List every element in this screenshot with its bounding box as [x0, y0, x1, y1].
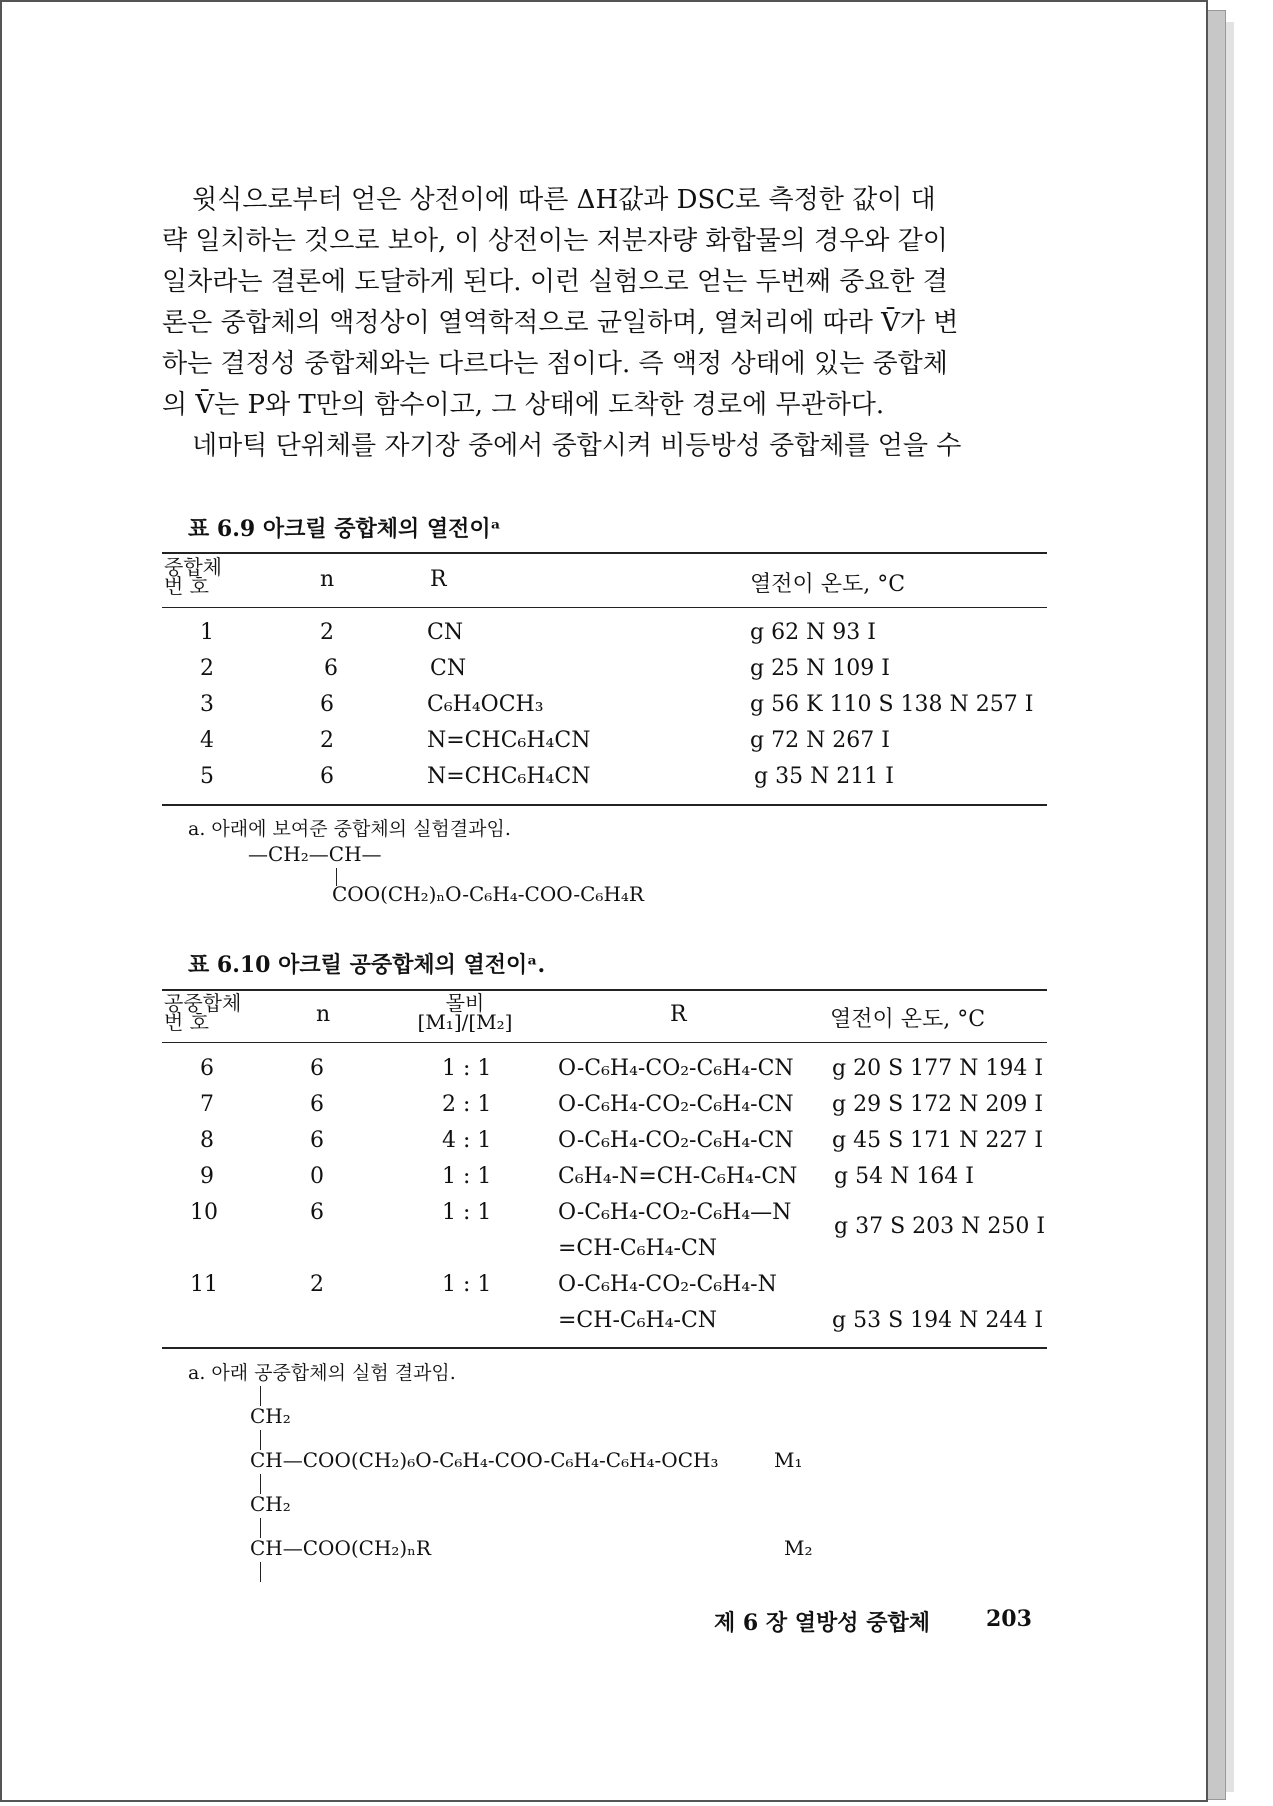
- cell-number: 4: [200, 728, 214, 753]
- table-6-10-caption: 표 6.10 아크릴 공중합체의 열전이ᵃ.: [188, 952, 546, 978]
- table-6-9-header-n: n: [320, 567, 335, 592]
- cell-number: 5: [200, 764, 214, 789]
- page-edge-highlight: [1226, 22, 1234, 1792]
- cell-r: C₆H₄OCH₃: [427, 692, 544, 717]
- cell-ratio: 1 : 1: [442, 1200, 492, 1225]
- paragraph-line: 일차라는 결론에 도달하게 된다. 이런 실험으로 얻는 두번째 중요한 결: [162, 267, 948, 297]
- cell-n: 6: [310, 1128, 324, 1153]
- table-6-10-footnote: a. 아래 공중합체의 실험 결과임.: [188, 1362, 456, 1384]
- cell-n: 6: [324, 656, 338, 681]
- cell-r: N=CHC₆H₄CN: [427, 764, 591, 789]
- cell-transition: g 56 K 110 S 138 N 257 I: [750, 692, 1034, 717]
- formula-bond: [260, 1518, 261, 1538]
- table-6-10-header-number: 공중합체 번 호: [164, 991, 242, 1034]
- cell-r-continued: =CH-C₆H₄-CN: [558, 1236, 718, 1261]
- table-6-9-caption: 표 6.9 아크릴 중합체의 열전이ᵃ: [188, 516, 501, 542]
- table-6-9-footnote: a. 아래에 보여준 중합체의 실험결과임.: [188, 818, 511, 840]
- table-6-10-header-n: n: [316, 1002, 331, 1027]
- table-6-9-top-rule: [162, 552, 1047, 554]
- cell-n: 6: [310, 1056, 324, 1081]
- cell-number: 7: [200, 1092, 214, 1117]
- table-6-10-header-ratio: 몰비 [M₁]/[M₂]: [417, 991, 513, 1034]
- cell-r-continued: =CH-C₆H₄-CN: [558, 1308, 718, 1333]
- cell-ratio: 4 : 1: [442, 1128, 492, 1153]
- body-paragraph: [162, 180, 1042, 467]
- cell-n: 6: [310, 1092, 324, 1117]
- cell-r: C₆H₄-N=CH-C₆H₄-CN: [558, 1164, 798, 1189]
- cell-n: 6: [320, 764, 334, 789]
- cell-ratio: 2 : 1: [442, 1092, 492, 1117]
- formula-bond: [260, 1474, 261, 1494]
- cell-n: 2: [310, 1272, 324, 1297]
- page-edge-shadow: [1206, 10, 1226, 1800]
- table-6-9-formula-backbone: —CH₂—CH—: [248, 842, 382, 866]
- cell-number: 2: [200, 656, 214, 681]
- cell-r: O-C₆H₄-CO₂-C₆H₄-N: [558, 1272, 777, 1297]
- table-6-9-header-rule: [162, 607, 1047, 608]
- cell-transition: g 45 S 171 N 227 I: [832, 1128, 1044, 1153]
- table-6-9-bottom-rule: [162, 804, 1047, 806]
- cell-transition: g 54 N 164 I: [834, 1164, 974, 1189]
- cell-number: 1: [200, 620, 214, 645]
- table-6-10-top-rule: [162, 989, 1047, 991]
- table-6-9-header-number: 중합체 번 호: [164, 555, 222, 598]
- cell-ratio: 1 : 1: [442, 1056, 492, 1081]
- cell-transition: g 62 N 93 I: [750, 620, 876, 645]
- table-6-10-header-transition: 열전이 온도, °C: [830, 1007, 986, 1032]
- cell-transition: g 20 S 177 N 194 I: [832, 1056, 1044, 1081]
- paragraph-line: 윗식으로부터 얻은 상전이에 따른 ΔH값과 DSC로 측정한 값이 대: [192, 185, 936, 215]
- cell-r: O-C₆H₄-CO₂-C₆H₄-CN: [558, 1056, 794, 1081]
- cell-transition: g 29 S 172 N 209 I: [832, 1092, 1044, 1117]
- paragraph-line: 하는 결정성 중합체와는 다르다는 점이다. 즉 액정 상태에 있는 중합체: [162, 349, 948, 379]
- table-6-10-bottom-rule: [162, 1347, 1047, 1349]
- formula-ch2: CH₂: [250, 1492, 291, 1516]
- cell-r: N=CHC₆H₄CN: [427, 728, 591, 753]
- cell-transition: g 72 N 267 I: [750, 728, 890, 753]
- running-footer-chapter: 제 6 장 열방성 중합체: [714, 1610, 930, 1636]
- cell-n: 2: [320, 620, 334, 645]
- formula-m1-unit: CH—COO(CH₂)₆O-C₆H₄-COO-C₆H₄-C₆H₄-OCH₃: [250, 1448, 719, 1472]
- cell-ratio: 1 : 1: [442, 1272, 492, 1297]
- formula-bond: [260, 1430, 261, 1450]
- cell-number: 8: [200, 1128, 214, 1153]
- cell-r: CN: [430, 656, 467, 681]
- cell-number: 10: [190, 1200, 218, 1225]
- paragraph-line: 의 V̄는 P와 T만의 함수이고, 그 상태에 도착한 경로에 무관하다.: [162, 390, 885, 420]
- cell-r: CN: [427, 620, 464, 645]
- formula-bond: [260, 1562, 261, 1582]
- cell-r: O-C₆H₄-CO₂-C₆H₄-CN: [558, 1128, 794, 1153]
- formula-ch2: CH₂: [250, 1404, 291, 1428]
- cell-n: 0: [310, 1164, 324, 1189]
- cell-number: 6: [200, 1056, 214, 1081]
- page-number: 203: [986, 1606, 1032, 1632]
- formula-m2-unit: CH—COO(CH₂)ₙR: [250, 1536, 431, 1560]
- cell-transition: g 25 N 109 I: [750, 656, 890, 681]
- cell-transition: g 53 S 194 N 244 I: [832, 1308, 1044, 1333]
- table-6-10-header-rule: [162, 1042, 1047, 1043]
- cell-r: O-C₆H₄-CO₂-C₆H₄-CN: [558, 1092, 794, 1117]
- formula-bond: [260, 1386, 261, 1406]
- formula-m2-label: M₂: [784, 1536, 813, 1560]
- cell-transition: g 37 S 203 N 250 I: [834, 1214, 1046, 1239]
- cell-number: 9: [200, 1164, 214, 1189]
- paragraph-line: 론은 중합체의 액정상이 열역학적으로 균일하며, 열처리에 따라 V̄가 변: [162, 308, 959, 338]
- cell-r: O-C₆H₄-CO₂-C₆H₄—N: [558, 1200, 792, 1225]
- cell-n: 6: [320, 692, 334, 717]
- cell-number: 3: [200, 692, 214, 717]
- cell-n: 6: [310, 1200, 324, 1225]
- paragraph-line: 략 일치하는 것으로 보아, 이 상전이는 저분자량 화합물의 경우와 같이: [162, 226, 948, 256]
- cell-n: 2: [320, 728, 334, 753]
- paragraph-line: 네마틱 단위체를 자기장 중에서 중합시켜 비등방성 중합체를 얻을 수: [192, 431, 962, 461]
- table-6-9-header-transition: 열전이 온도, °C: [750, 572, 906, 597]
- cell-transition: g 35 N 211 I: [754, 764, 894, 789]
- table-6-9-formula-sidechain: COO(CH₂)ₙO-C₆H₄-COO-C₆H₄R: [332, 882, 644, 906]
- table-6-10-header-r: R: [670, 1002, 687, 1027]
- cell-ratio: 1 : 1: [442, 1164, 492, 1189]
- cell-number: 11: [190, 1272, 218, 1297]
- formula-m1-label: M₁: [774, 1448, 803, 1472]
- table-6-9-header-r: R: [430, 567, 447, 592]
